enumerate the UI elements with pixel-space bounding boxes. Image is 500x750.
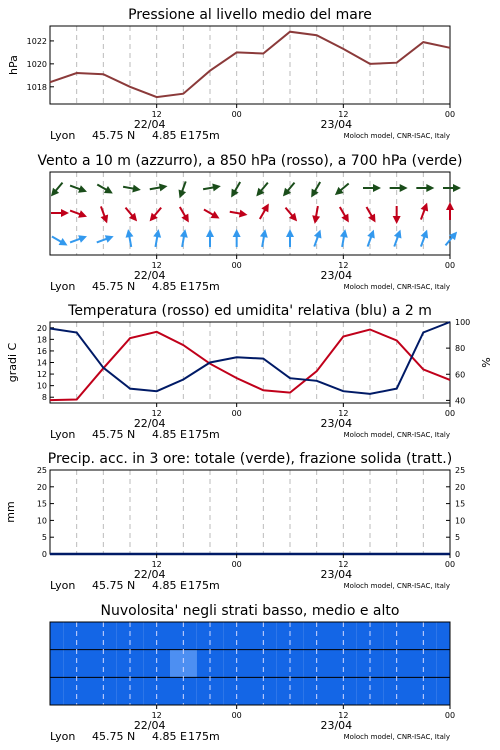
date-label: 22/04 <box>133 719 166 732</box>
wind-arrow-head <box>78 185 88 195</box>
wind-arrow-700 <box>95 181 115 197</box>
location-city: Lyon <box>50 428 76 441</box>
cloud-cell-basso <box>357 677 384 705</box>
cloud-cell-basso <box>143 677 170 705</box>
y-tick-label: 14 <box>36 358 47 368</box>
hour-tick-label: 12 <box>338 560 349 569</box>
cloud-cell-medio <box>437 650 450 678</box>
wind-arrow-head <box>453 184 461 192</box>
wind-arrow-700 <box>443 184 461 192</box>
location-lon: 4.85 E <box>152 428 187 441</box>
wind-arrow-head <box>212 182 221 191</box>
location-lat: 45.75 N <box>92 129 136 142</box>
y-right-tick-label: 5 <box>455 533 461 543</box>
wind-arrow-850 <box>336 205 352 225</box>
y-tick-label: 0 <box>41 550 47 559</box>
y-axis-label-right: % <box>480 357 493 368</box>
location-lat: 45.75 N <box>92 730 136 743</box>
wind-arrow-10m <box>364 228 378 248</box>
wind-arrow-850 <box>417 201 431 221</box>
wind-arrow-700 <box>280 180 298 199</box>
wind-arrow-head <box>78 232 88 242</box>
y-right-tick-label: 80 <box>455 344 466 354</box>
location-alt: 175m <box>188 280 220 293</box>
cloud-cell-basso <box>277 677 304 705</box>
location-alt: 175m <box>188 129 220 142</box>
wind-arrow-700 <box>253 180 271 199</box>
cloud-cell-basso <box>170 677 197 705</box>
wind-arrow-10m <box>95 232 115 246</box>
y-tick-label: 20 <box>36 482 47 492</box>
wind-arrow-850 <box>97 205 111 225</box>
location-city: Lyon <box>50 129 76 142</box>
wind-arrow-head <box>132 185 141 194</box>
wind-arrow-head <box>239 210 248 219</box>
wind-arrow-850 <box>202 206 222 222</box>
cloud-cell-basso <box>410 677 437 705</box>
wind-arrow-850 <box>69 207 89 221</box>
y-tick-label: 16 <box>36 346 47 356</box>
cloud-cell-basso <box>330 677 357 705</box>
cloud-cell-basso <box>383 677 410 705</box>
date-label: 23/04 <box>320 719 353 732</box>
wind-arrow-700 <box>69 182 89 196</box>
wind-arrow-850 <box>282 205 300 224</box>
wind-arrow-10m <box>311 228 325 248</box>
wind-arrow-head <box>446 202 454 210</box>
wind-arrow-head <box>211 211 222 222</box>
pressure-line <box>50 32 450 97</box>
wind-arrow-10m <box>69 232 89 246</box>
wind-arrow-head <box>426 184 434 192</box>
location-lon: 4.85 E <box>152 280 187 293</box>
y-tick-label: 15 <box>36 499 47 509</box>
location-lat: 45.75 N <box>92 280 136 293</box>
wind-arrow-850 <box>176 205 192 225</box>
y-tick-label: 1020 <box>26 59 47 69</box>
hour-tick-label: 12 <box>151 110 162 119</box>
date-label: 23/04 <box>320 269 353 282</box>
y-tick-label: 25 <box>36 466 47 475</box>
wind-arrow-700 <box>228 180 244 200</box>
wind-arrow-head <box>260 228 269 237</box>
wind-arrow-850 <box>51 209 69 217</box>
cloud-cell-alto <box>437 622 450 650</box>
hour-tick-label: 00 <box>231 261 242 270</box>
wind-arrow-head <box>104 186 115 197</box>
wind-arrow-head <box>311 215 320 224</box>
wind-arrow-head <box>206 229 214 237</box>
chart-title: Precip. acc. in 3 ore: totale (verde), frazione solida (tratt.) <box>47 451 453 467</box>
wind-arrow-head <box>59 238 70 249</box>
wind-arrow-850 <box>393 206 401 224</box>
date-label: 23/04 <box>320 568 353 581</box>
y-right-tick-label: 25 <box>455 466 466 475</box>
wind-arrow-head <box>233 229 241 237</box>
y-tick-label: 10 <box>36 381 47 391</box>
wind-arrow-head <box>367 228 377 238</box>
hour-tick-label: 12 <box>151 560 162 569</box>
y-axis-label: mm <box>4 501 17 523</box>
wind-arrow-head <box>159 182 168 191</box>
hour-tick-label: 12 <box>338 261 349 270</box>
date-label: 22/04 <box>133 269 166 282</box>
chart-title: Temperatura (rosso) ed umidita' relativa (blu) a 2 m <box>68 303 432 319</box>
wind-arrow-head <box>180 228 189 237</box>
wind-arrow-head <box>105 232 115 242</box>
wind-arrow-700 <box>390 184 408 192</box>
model-credit: Moloch model, CNR-ISAC, Italy <box>343 283 450 291</box>
hour-tick-label: 12 <box>151 711 162 720</box>
location-lat: 45.75 N <box>92 579 136 592</box>
wind-arrow-head <box>153 228 162 237</box>
cloud-cell-basso <box>303 677 330 705</box>
location-city: Lyon <box>50 730 76 743</box>
hour-tick-label: 00 <box>444 711 456 720</box>
wind-arrow-850 <box>229 208 248 219</box>
wind-arrow-700 <box>308 180 324 200</box>
wind-arrow-head <box>421 201 431 211</box>
y-tick-label: 20 <box>36 323 47 333</box>
cloud-cell-basso <box>437 677 450 705</box>
y-tick-label: 1022 <box>26 36 47 46</box>
y-right-tick-label: 100 <box>455 318 471 327</box>
date-label: 22/04 <box>133 417 166 430</box>
wind-arrow-10m <box>206 229 214 247</box>
y-axis-label: gradi C <box>6 342 19 383</box>
date-label: 23/04 <box>320 417 353 430</box>
hour-tick-label: 00 <box>231 560 242 569</box>
wind-arrow-700 <box>149 182 168 193</box>
wind-arrow-head <box>340 228 349 237</box>
location-alt: 175m <box>188 730 220 743</box>
hour-tick-label: 00 <box>444 261 456 270</box>
y-tick-label: 5 <box>41 533 47 543</box>
location-alt: 175m <box>188 428 220 441</box>
plot-frame <box>50 26 450 104</box>
wind-arrow-700 <box>332 180 351 198</box>
cloud-cell-basso <box>117 677 144 705</box>
hour-tick-label: 12 <box>338 409 349 418</box>
location-lon: 4.85 E <box>152 579 187 592</box>
wind-arrow-850 <box>256 201 272 221</box>
hour-tick-label: 12 <box>338 711 349 720</box>
hour-tick-label: 00 <box>231 711 242 720</box>
location-lon: 4.85 E <box>152 129 187 142</box>
date-label: 22/04 <box>133 118 166 131</box>
date-label: 22/04 <box>133 568 166 581</box>
wind-arrow-850 <box>122 205 140 224</box>
y-right-tick-label: 20 <box>455 482 466 492</box>
wind-arrow-head <box>78 210 88 220</box>
wind-arrow-700 <box>122 183 141 194</box>
cloud-cell-basso <box>50 677 63 705</box>
wind-arrow-head <box>176 189 186 199</box>
y-right-tick-label: 60 <box>455 370 466 380</box>
y-right-tick-label: 0 <box>455 550 461 559</box>
wind-arrow-10m <box>417 228 431 248</box>
plot-frame <box>50 470 450 554</box>
hour-tick-label: 12 <box>151 409 162 418</box>
wind-arrow-head <box>400 184 408 192</box>
model-credit: Moloch model, CNR-ISAC, Italy <box>343 132 450 140</box>
cloud-cell-basso <box>223 677 250 705</box>
hour-tick-label: 12 <box>151 261 162 270</box>
wind-arrow-head <box>394 228 404 238</box>
chart-title: Vento a 10 m (azzurro), a 850 hPa (rosso), a 700 hPa (verde) <box>37 153 463 169</box>
chart-title: Pressione al livello medio del mare <box>128 7 372 23</box>
hour-tick-label: 12 <box>338 110 349 119</box>
wind-arrow-10m <box>286 229 294 247</box>
chart-title: Nuvolosita' negli strati basso, medio e alto <box>100 603 400 619</box>
y-tick-label: 12 <box>36 370 47 380</box>
cloud-cell-alto <box>50 622 63 650</box>
hour-tick-label: 00 <box>444 110 456 119</box>
location-lon: 4.85 E <box>152 730 187 743</box>
y-right-tick-label: 10 <box>455 516 466 526</box>
y-tick-label: 18 <box>36 335 47 345</box>
wind-arrow-700 <box>416 184 434 192</box>
wind-arrow-10m <box>233 229 241 247</box>
location-city: Lyon <box>50 280 76 293</box>
wind-arrow-10m <box>50 233 70 249</box>
hour-tick-label: 00 <box>231 409 242 418</box>
y-right-tick-label: 15 <box>455 499 466 509</box>
wind-arrow-850 <box>363 205 379 225</box>
y-axis-label: hPa <box>7 55 20 75</box>
location-city: Lyon <box>50 579 76 592</box>
wind-arrow-700 <box>176 180 190 200</box>
plot-frame <box>50 172 450 255</box>
wind-arrow-head <box>373 184 381 192</box>
cloud-cell-basso <box>250 677 277 705</box>
hour-tick-label: 00 <box>231 110 242 119</box>
wind-arrow-head <box>124 228 133 237</box>
cloud-cell-basso <box>63 677 90 705</box>
model-credit: Moloch model, CNR-ISAC, Italy <box>343 733 450 741</box>
wind-arrow-head <box>421 228 431 238</box>
date-label: 23/04 <box>320 118 353 131</box>
y-right-tick-label: 40 <box>455 396 466 406</box>
location-lat: 45.75 N <box>92 428 136 441</box>
cloud-cell-basso <box>90 677 117 705</box>
cloud-cell-basso <box>197 677 224 705</box>
cloud-cell-medio <box>50 650 63 678</box>
wind-arrow-head <box>314 228 324 238</box>
y-tick-label: 10 <box>36 516 47 526</box>
wind-arrow-head <box>286 229 294 237</box>
wind-arrow-10m <box>391 228 405 248</box>
model-credit: Moloch model, CNR-ISAC, Italy <box>343 431 450 439</box>
wind-arrow-head <box>393 216 401 224</box>
wind-arrow-head <box>61 209 69 217</box>
y-tick-label: 1018 <box>26 82 47 92</box>
hour-tick-label: 00 <box>444 409 456 418</box>
location-alt: 175m <box>188 579 220 592</box>
wind-arrow-700 <box>202 182 221 193</box>
wind-arrow-850 <box>147 205 165 224</box>
wind-arrow-10m <box>442 229 460 248</box>
wind-arrow-850 <box>446 202 454 220</box>
hour-tick-label: 00 <box>444 560 456 569</box>
wind-arrow-700 <box>48 180 66 199</box>
y-tick-label: 8 <box>41 393 47 403</box>
wind-arrow-head <box>101 214 111 224</box>
model-credit: Moloch model, CNR-ISAC, Italy <box>343 582 450 590</box>
wind-arrow-700 <box>363 184 381 192</box>
